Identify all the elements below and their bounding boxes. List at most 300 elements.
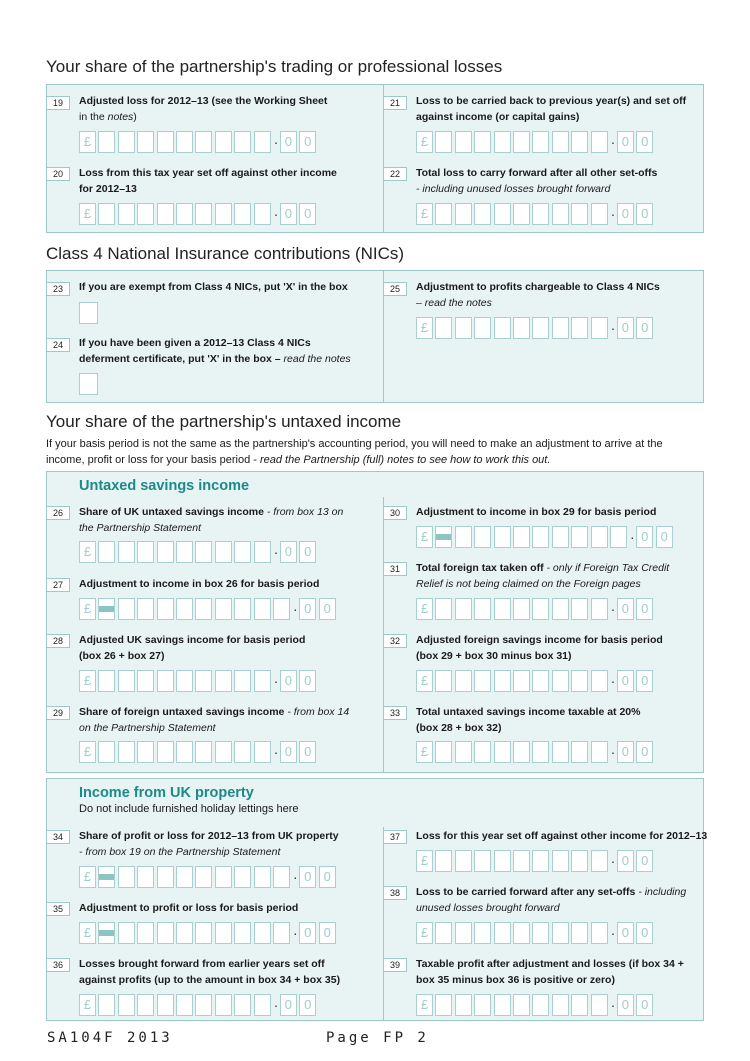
pence-cell: 0 — [299, 994, 316, 1016]
decimal-point-icon: · — [292, 601, 298, 617]
digit-cell[interactable] — [435, 670, 452, 692]
digit-cell[interactable] — [273, 866, 290, 888]
digit-cell[interactable] — [176, 670, 193, 692]
pence-cell: 0 — [617, 598, 634, 620]
digit-cell[interactable] — [571, 203, 588, 225]
digit-cell[interactable] — [234, 741, 251, 763]
digit-cell[interactable] — [176, 922, 193, 944]
digit-cell[interactable] — [455, 131, 472, 153]
pound-sign-icon: £ — [79, 922, 96, 944]
digit-cell[interactable] — [494, 741, 511, 763]
digit-cell[interactable] — [254, 922, 271, 944]
digit-cell[interactable] — [254, 741, 271, 763]
digit-cell[interactable] — [195, 741, 212, 763]
pence-cell: 0 — [636, 598, 653, 620]
digit-cell[interactable] — [137, 203, 154, 225]
digit-cell[interactable] — [234, 203, 251, 225]
digit-cell[interactable] — [591, 203, 608, 225]
box-25-amount-field[interactable] — [416, 317, 656, 339]
decimal-point-icon: · — [292, 925, 298, 941]
digit-cell[interactable] — [157, 541, 174, 563]
box-23-label: If you are exempt from Class 4 NICs, put 'X' in the box — [79, 281, 348, 293]
digit-cell[interactable] — [532, 994, 549, 1016]
decimal-point-icon: · — [292, 869, 298, 885]
digit-cell[interactable] — [435, 994, 452, 1016]
digit-cell[interactable] — [176, 541, 193, 563]
decimal-point-icon: · — [610, 925, 616, 941]
digit-cell[interactable] — [474, 131, 491, 153]
digit-cell[interactable] — [571, 317, 588, 339]
digit-cell[interactable] — [157, 866, 174, 888]
property-note: Do not include furnished holiday lettings here — [79, 803, 299, 815]
digit-cell[interactable] — [474, 526, 491, 548]
box-21-amount-field[interactable] — [416, 131, 656, 153]
pence-cell: 0 — [280, 994, 297, 1016]
box-37-amount-field[interactable] — [416, 850, 656, 872]
pence-cell: 0 — [636, 526, 653, 548]
digit-cell[interactable] — [137, 741, 154, 763]
digit-cell[interactable] — [435, 131, 452, 153]
pence-cell: 0 — [656, 526, 673, 548]
decimal-point-icon: · — [610, 997, 616, 1013]
digit-cell[interactable] — [118, 922, 135, 944]
digit-cell[interactable] — [591, 741, 608, 763]
digit-cell[interactable] — [195, 131, 212, 153]
property-subsection-title: Income from UK property — [79, 785, 254, 801]
digit-cell[interactable] — [494, 598, 511, 620]
digit-cell[interactable] — [118, 994, 135, 1016]
digit-cell[interactable] — [234, 922, 251, 944]
pence-cell: 0 — [319, 866, 336, 888]
pence-cell: 0 — [617, 741, 634, 763]
digit-cell[interactable] — [532, 131, 549, 153]
digit-cell[interactable] — [494, 670, 511, 692]
digit-cell[interactable] — [157, 922, 174, 944]
pence-cell: 0 — [617, 670, 634, 692]
digit-cell[interactable] — [591, 922, 608, 944]
pence-cell: 0 — [617, 994, 634, 1016]
untaxed-section-title: Your share of the partnership's untaxed income — [46, 412, 402, 431]
digit-cell[interactable] — [591, 131, 608, 153]
box-32-amount-field[interactable] — [416, 670, 656, 692]
digit-cell[interactable] — [195, 203, 212, 225]
digit-cell[interactable] — [234, 670, 251, 692]
box-31-amount-field[interactable] — [416, 598, 656, 620]
pence-cell: 0 — [280, 541, 297, 563]
digit-cell[interactable] — [254, 670, 271, 692]
digit-cell[interactable] — [157, 994, 174, 1016]
digit-cell[interactable] — [552, 922, 569, 944]
box-34-amount-field[interactable] — [79, 866, 338, 888]
box-number-29: 29 — [46, 706, 70, 720]
decimal-point-icon: · — [610, 673, 616, 689]
digit-cell[interactable] — [215, 994, 232, 1016]
digit-cell[interactable] — [157, 741, 174, 763]
digit-cell[interactable] — [474, 598, 491, 620]
digit-cell[interactable] — [532, 203, 549, 225]
digit-cell[interactable] — [494, 203, 511, 225]
digit-cell[interactable] — [532, 598, 549, 620]
digit-cell[interactable] — [532, 317, 549, 339]
digit-cell[interactable] — [455, 741, 472, 763]
box-number-35: 35 — [46, 902, 70, 916]
pound-sign-icon: £ — [79, 541, 96, 563]
digit-cell[interactable] — [591, 526, 608, 548]
digit-cell[interactable] — [98, 541, 115, 563]
pence-cell: 0 — [617, 922, 634, 944]
digit-cell[interactable] — [494, 131, 511, 153]
digit-cell[interactable] — [118, 741, 135, 763]
digit-cell[interactable] — [532, 850, 549, 872]
digit-cell[interactable] — [176, 866, 193, 888]
box-23-exempt-checkbox[interactable] — [79, 302, 98, 324]
digit-cell[interactable] — [455, 994, 472, 1016]
box-number-31: 31 — [383, 562, 407, 576]
digit-cell[interactable] — [571, 131, 588, 153]
box-26-label: Share of UK untaxed savings income - from box 13 on the Partnership Statement — [79, 506, 344, 534]
digit-cell[interactable] — [234, 866, 251, 888]
digit-cell[interactable] — [137, 598, 154, 620]
losses-section-title: Your share of the partnership's trading or professional losses — [46, 57, 503, 76]
digit-cell[interactable] — [176, 994, 193, 1016]
pence-cell: 0 — [299, 541, 316, 563]
digit-cell[interactable] — [494, 922, 511, 944]
digit-cell[interactable] — [137, 541, 154, 563]
pence-cell: 0 — [636, 131, 653, 153]
box-34-label: Share of profit or loss for 2012–13 from UK property - from box 19 on the Partnership Statement — [79, 830, 339, 858]
pence-cell: 0 — [636, 670, 653, 692]
digit-cell[interactable] — [176, 203, 193, 225]
box-37-label: Loss for this year set off against other income for 2012–13 — [416, 830, 708, 842]
negative-sign-cell[interactable] — [98, 598, 115, 620]
digit-cell[interactable] — [234, 598, 251, 620]
box-29-label: Share of foreign untaxed savings income - from box 14 on the Partnership Statement — [79, 706, 350, 734]
digit-cell[interactable] — [215, 866, 232, 888]
decimal-point-icon: · — [273, 206, 279, 222]
pound-sign-icon: £ — [79, 203, 96, 225]
digit-cell[interactable] — [552, 131, 569, 153]
digit-cell[interactable] — [532, 741, 549, 763]
pence-cell: 0 — [319, 598, 336, 620]
digit-cell[interactable] — [571, 922, 588, 944]
digit-cell[interactable] — [610, 526, 627, 548]
box-33-label: Total untaxed savings income taxable at 20% (box 28 + box 32) — [416, 706, 641, 734]
pound-sign-icon: £ — [79, 994, 96, 1016]
box-39-amount-field[interactable] — [416, 994, 656, 1016]
digit-cell[interactable] — [513, 922, 530, 944]
digit-cell[interactable] — [474, 741, 491, 763]
pound-sign-icon: £ — [79, 131, 96, 153]
digit-cell[interactable] — [513, 598, 530, 620]
box-39-label: Taxable profit after adjustment and losses (if box 34 + box 35 minus box 36 is positive or zero) — [416, 958, 684, 986]
digit-cell[interactable] — [513, 317, 530, 339]
box-20-label: Loss from this tax year set off against other income for 2012–13 — [79, 167, 337, 195]
digit-cell[interactable] — [176, 131, 193, 153]
digit-cell[interactable] — [591, 994, 608, 1016]
digit-cell[interactable] — [137, 994, 154, 1016]
digit-cell[interactable] — [474, 317, 491, 339]
box-number-23: 23 — [46, 282, 70, 296]
pence-cell: 0 — [636, 203, 653, 225]
digit-cell[interactable] — [494, 317, 511, 339]
pound-sign-icon: £ — [79, 866, 96, 888]
untaxed-intro-text: If your basis period is not the same as the partnership's accounting period, you will need to make an adjustment to arrive at the income, profit or loss for your basis period - read the Partnership (full) notes to see how to work this out. — [46, 438, 663, 466]
digit-cell[interactable] — [435, 741, 452, 763]
digit-cell[interactable] — [157, 131, 174, 153]
pound-sign-icon: £ — [416, 994, 433, 1016]
box-38-label: Loss to be carried forward after any set-offs - including unused losses brought forward — [416, 886, 687, 914]
digit-cell[interactable] — [494, 526, 511, 548]
box-27-label: Adjustment to income in box 26 for basis period — [79, 578, 320, 590]
box-number-39: 39 — [383, 958, 407, 972]
digit-cell[interactable] — [157, 670, 174, 692]
box-number-34: 34 — [46, 830, 70, 844]
digit-cell[interactable] — [474, 994, 491, 1016]
digit-cell[interactable] — [137, 131, 154, 153]
box-number-22: 22 — [383, 167, 407, 181]
digit-cell[interactable] — [552, 670, 569, 692]
decimal-point-icon: · — [610, 744, 616, 760]
digit-cell[interactable] — [435, 922, 452, 944]
negative-sign-cell[interactable] — [98, 922, 115, 944]
digit-cell[interactable] — [215, 670, 232, 692]
pound-sign-icon: £ — [79, 670, 96, 692]
savings-subsection-title: Untaxed savings income — [79, 478, 250, 494]
digit-cell[interactable] — [118, 670, 135, 692]
box-number-30: 30 — [383, 506, 407, 520]
digit-cell[interactable] — [571, 850, 588, 872]
digit-cell[interactable] — [552, 741, 569, 763]
box-28-amount-field[interactable] — [79, 670, 319, 692]
digit-cell[interactable] — [494, 850, 511, 872]
digit-cell[interactable] — [195, 994, 212, 1016]
pence-cell: 0 — [280, 131, 297, 153]
digit-cell[interactable] — [455, 850, 472, 872]
digit-cell[interactable] — [215, 741, 232, 763]
pence-cell: 0 — [299, 741, 316, 763]
digit-cell[interactable] — [195, 866, 212, 888]
pence-cell: 0 — [636, 741, 653, 763]
digit-cell[interactable] — [273, 922, 290, 944]
pence-cell: 0 — [636, 317, 653, 339]
digit-cell[interactable] — [234, 994, 251, 1016]
box-number-28: 28 — [46, 634, 70, 648]
digit-cell[interactable] — [591, 670, 608, 692]
digit-cell[interactable] — [98, 994, 115, 1016]
digit-cell[interactable] — [254, 541, 271, 563]
digit-cell[interactable] — [513, 850, 530, 872]
digit-cell[interactable] — [552, 526, 569, 548]
digit-cell[interactable] — [474, 922, 491, 944]
digit-cell[interactable] — [195, 541, 212, 563]
decimal-point-icon: · — [610, 134, 616, 150]
digit-cell[interactable] — [435, 850, 452, 872]
box-20-amount-field[interactable] — [79, 203, 319, 225]
digit-cell[interactable] — [532, 922, 549, 944]
digit-cell[interactable] — [455, 526, 472, 548]
digit-cell[interactable] — [571, 670, 588, 692]
digit-cell[interactable] — [474, 203, 491, 225]
negative-sign-cell[interactable] — [98, 866, 115, 888]
digit-cell[interactable] — [552, 598, 569, 620]
digit-cell[interactable] — [215, 203, 232, 225]
digit-cell[interactable] — [591, 850, 608, 872]
digit-cell[interactable] — [513, 131, 530, 153]
box-35-amount-field[interactable] — [79, 922, 338, 944]
digit-cell[interactable] — [455, 670, 472, 692]
box-25-label: Adjustment to profits chargeable to Class 4 NICs – read the notes — [416, 281, 660, 309]
digit-cell[interactable] — [254, 598, 271, 620]
digit-cell[interactable] — [571, 741, 588, 763]
digit-cell[interactable] — [137, 866, 154, 888]
digit-cell[interactable] — [435, 203, 452, 225]
pence-cell: 0 — [280, 670, 297, 692]
pound-sign-icon: £ — [416, 203, 433, 225]
digit-cell[interactable] — [176, 741, 193, 763]
digit-cell[interactable] — [195, 598, 212, 620]
box-33-amount-field[interactable] — [416, 741, 656, 763]
digit-cell[interactable] — [532, 670, 549, 692]
box-22-amount-field[interactable] — [416, 203, 656, 225]
digit-cell[interactable] — [532, 526, 549, 548]
pence-cell: 0 — [299, 598, 316, 620]
pound-sign-icon: £ — [416, 741, 433, 763]
box-35-label: Adjustment to profit or loss for basis period — [79, 902, 299, 914]
box-24-deferment-checkbox[interactable] — [79, 373, 98, 395]
pence-cell: 0 — [299, 866, 316, 888]
digit-cell[interactable] — [513, 203, 530, 225]
digit-cell[interactable] — [552, 994, 569, 1016]
pence-cell: 0 — [299, 131, 316, 153]
digit-cell[interactable] — [157, 203, 174, 225]
box-number-38: 38 — [383, 886, 407, 900]
digit-cell[interactable] — [273, 598, 290, 620]
pound-sign-icon: £ — [416, 670, 433, 692]
digit-cell[interactable] — [455, 203, 472, 225]
digit-cell[interactable] — [513, 526, 530, 548]
pence-cell: 0 — [617, 850, 634, 872]
decimal-point-icon: · — [273, 673, 279, 689]
box-38-amount-field[interactable] — [416, 922, 656, 944]
digit-cell[interactable] — [118, 541, 135, 563]
digit-cell[interactable] — [435, 317, 452, 339]
digit-cell[interactable] — [552, 317, 569, 339]
box-number-24: 24 — [46, 338, 70, 352]
digit-cell[interactable] — [118, 203, 135, 225]
box-number-19: 19 — [46, 96, 70, 110]
decimal-point-icon: · — [273, 134, 279, 150]
digit-cell[interactable] — [455, 598, 472, 620]
digit-cell[interactable] — [118, 866, 135, 888]
decimal-point-icon: · — [629, 529, 635, 545]
box-36-amount-field[interactable] — [79, 994, 319, 1016]
box-30-amount-field[interactable] — [416, 526, 675, 548]
digit-cell[interactable] — [552, 850, 569, 872]
box-36-label: Losses brought forward from earlier years set off against profits (up to the amount in box 34 + box 35) — [79, 958, 341, 986]
box-27-amount-field[interactable] — [79, 598, 338, 620]
box-number-27: 27 — [46, 578, 70, 592]
digit-cell[interactable] — [98, 131, 115, 153]
digit-cell[interactable] — [513, 670, 530, 692]
box-19-amount-field[interactable] — [79, 131, 319, 153]
pence-cell: 0 — [636, 922, 653, 944]
decimal-point-icon: · — [610, 320, 616, 336]
digit-cell[interactable] — [195, 670, 212, 692]
digit-cell[interactable] — [234, 541, 251, 563]
digit-cell[interactable] — [455, 317, 472, 339]
digit-cell[interactable] — [591, 317, 608, 339]
digit-cell[interactable] — [195, 922, 212, 944]
digit-cell[interactable] — [474, 670, 491, 692]
decimal-point-icon: · — [273, 744, 279, 760]
digit-cell[interactable] — [455, 922, 472, 944]
box-21-label: Loss to be carried back to previous year(s) and set off against income (or capital gains) — [416, 95, 687, 123]
digit-cell[interactable] — [571, 526, 588, 548]
digit-cell[interactable] — [176, 598, 193, 620]
digit-cell[interactable] — [137, 922, 154, 944]
box-26-amount-field[interactable] — [79, 541, 319, 563]
box-number-20: 20 — [46, 167, 70, 181]
box-28-label: Adjusted UK savings income for basis period (box 26 + box 27) — [79, 634, 306, 662]
digit-cell[interactable] — [513, 994, 530, 1016]
page-number-footer: Page FP 2 — [326, 1030, 429, 1046]
digit-cell[interactable] — [494, 994, 511, 1016]
box-30-label: Adjustment to income in box 29 for basis period — [416, 506, 657, 518]
digit-cell[interactable] — [215, 922, 232, 944]
decimal-point-icon: · — [273, 997, 279, 1013]
pence-cell: 0 — [319, 922, 336, 944]
digit-cell[interactable] — [118, 598, 135, 620]
digit-cell[interactable] — [571, 994, 588, 1016]
box-31-label: Total foreign tax taken off - only if Foreign Tax Credit Relief is not being claimed on the Foreign pages — [416, 562, 670, 590]
digit-cell[interactable] — [234, 131, 251, 153]
decimal-point-icon: · — [273, 544, 279, 560]
digit-cell[interactable] — [98, 203, 115, 225]
digit-cell[interactable] — [98, 670, 115, 692]
box-19-label: Adjusted loss for 2012–13 (see the Working Sheet in the notes) — [79, 95, 328, 123]
digit-cell[interactable] — [571, 598, 588, 620]
digit-cell[interactable] — [98, 741, 115, 763]
digit-cell[interactable] — [254, 203, 271, 225]
decimal-point-icon: · — [610, 853, 616, 869]
digit-cell[interactable] — [254, 131, 271, 153]
digit-cell[interactable] — [254, 866, 271, 888]
negative-sign-cell[interactable] — [435, 526, 452, 548]
form-id-footer: SA104F 2013 — [47, 1030, 173, 1046]
pound-sign-icon: £ — [416, 526, 433, 548]
digit-cell[interactable] — [591, 598, 608, 620]
digit-cell[interactable] — [215, 131, 232, 153]
digit-cell[interactable] — [254, 994, 271, 1016]
box-number-37: 37 — [383, 830, 407, 844]
decimal-point-icon: · — [610, 601, 616, 617]
digit-cell[interactable] — [435, 598, 452, 620]
digit-cell[interactable] — [513, 741, 530, 763]
digit-cell[interactable] — [137, 670, 154, 692]
digit-cell[interactable] — [157, 598, 174, 620]
digit-cell[interactable] — [118, 131, 135, 153]
pence-cell: 0 — [280, 741, 297, 763]
box-29-amount-field[interactable] — [79, 741, 319, 763]
digit-cell[interactable] — [474, 850, 491, 872]
pound-sign-icon: £ — [416, 131, 433, 153]
pence-cell: 0 — [299, 203, 316, 225]
digit-cell[interactable] — [552, 203, 569, 225]
digit-cell[interactable] — [215, 598, 232, 620]
pound-sign-icon: £ — [416, 317, 433, 339]
box-number-33: 33 — [383, 706, 407, 720]
digit-cell[interactable] — [215, 541, 232, 563]
